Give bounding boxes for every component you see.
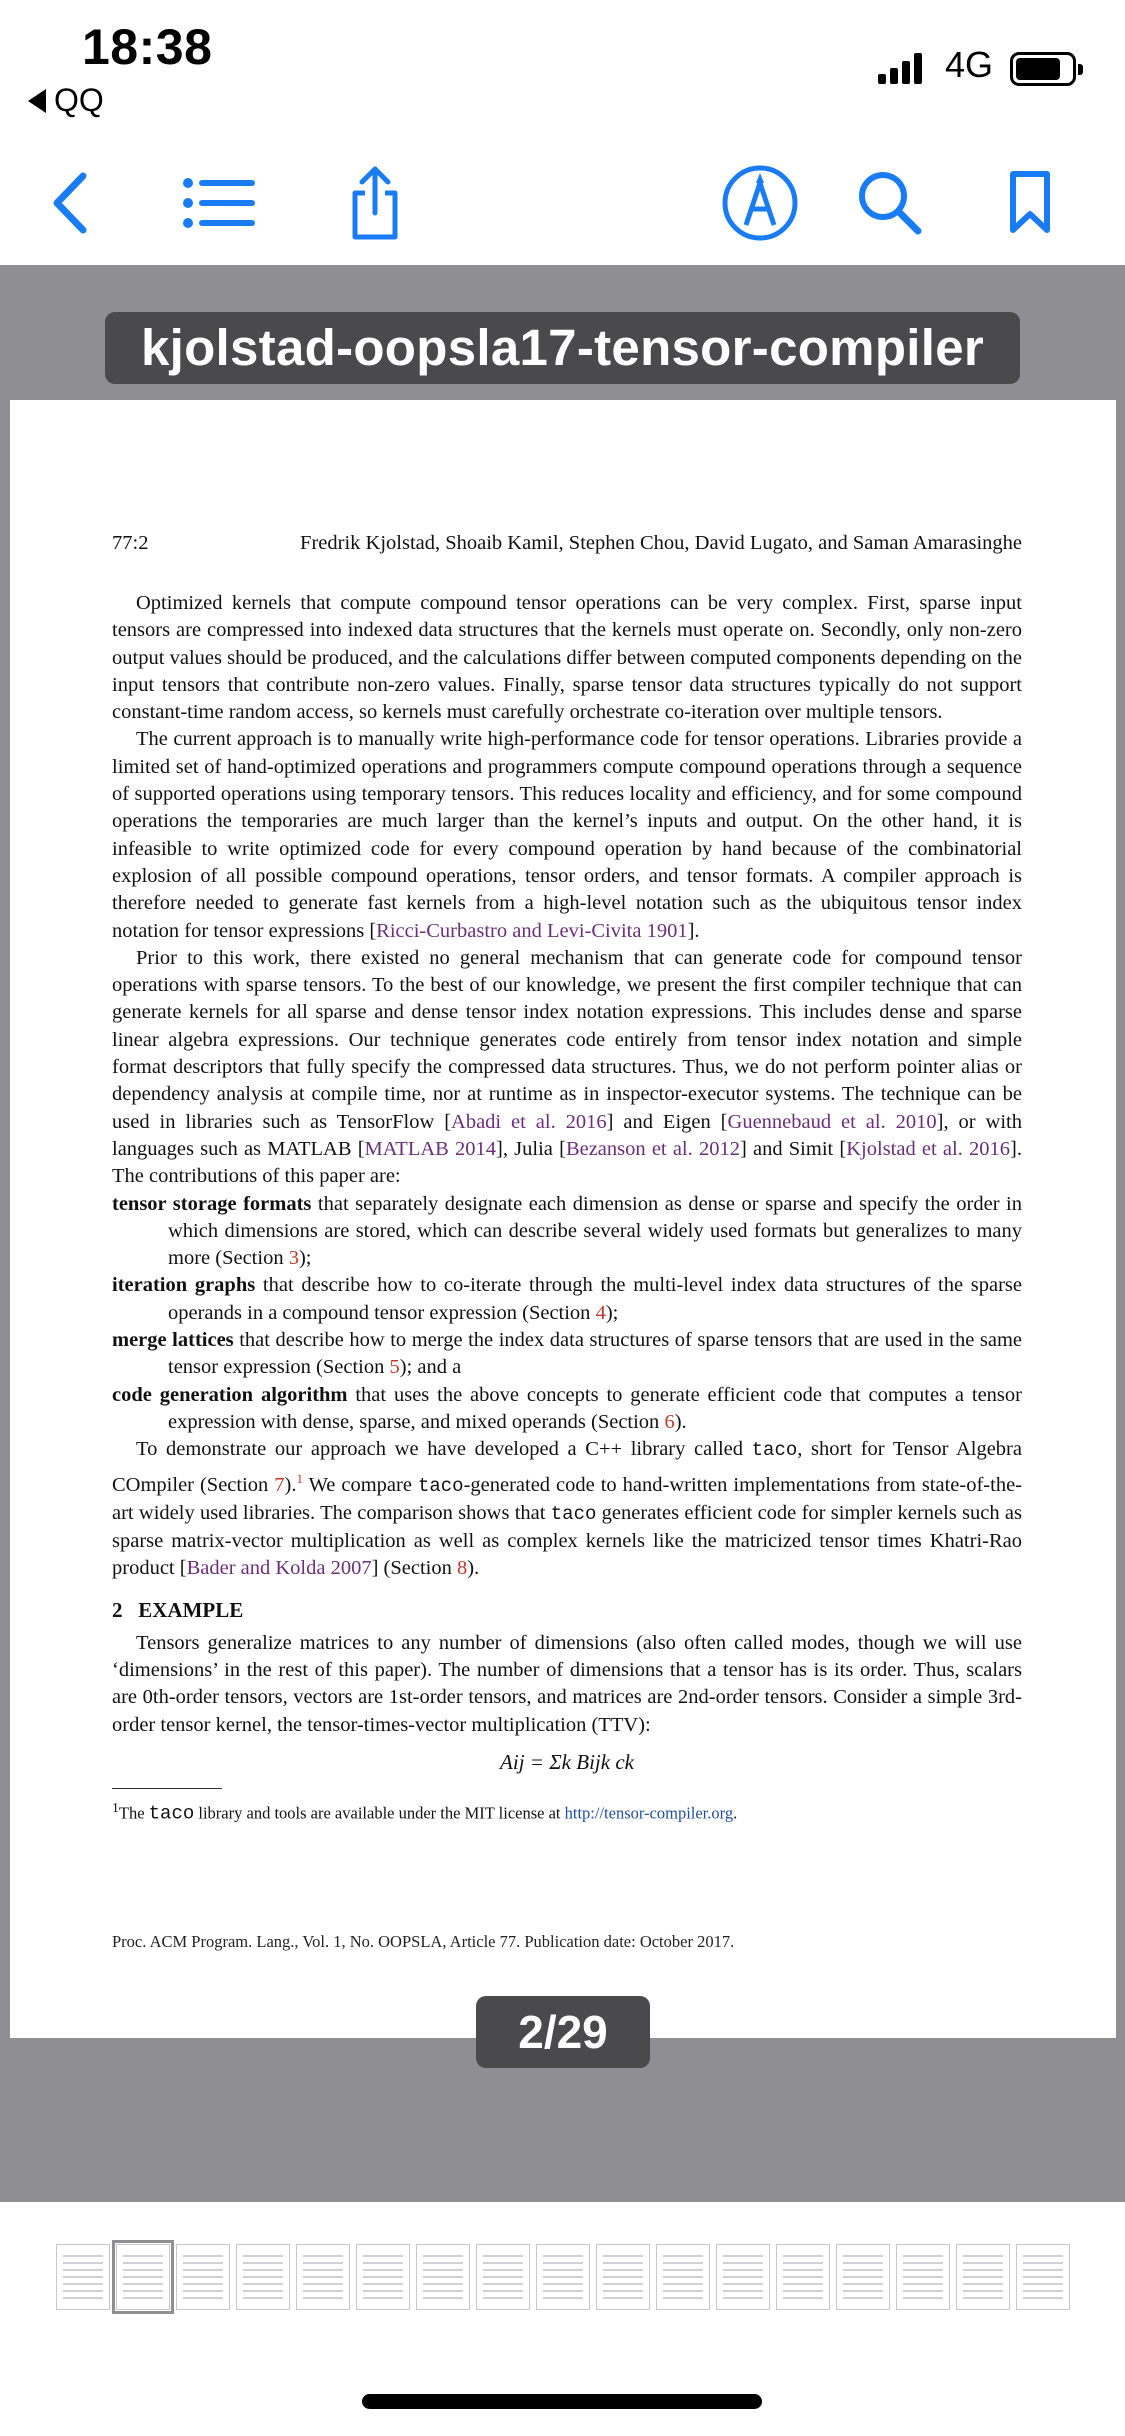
share-icon (345, 163, 405, 243)
contribution-item: code generation algorithm that uses the above concepts to generate efficient code that computes a tensor expression with dense, sparse, and mixed operands (Section 6). (112, 1383, 1022, 1433)
page-thumbnail[interactable] (476, 2244, 530, 2310)
contribution-item: merge lattices that describe how to merge the index data structures of sparse tensors that are used in the same tensor expression (Section 5); and a (112, 1329, 1023, 1379)
footnote-divider (112, 1788, 222, 1789)
paragraph-4: To demonstrate our approach we have developed a C++ library called taco, short for Tensor Algebra COmpiler (Section 7).$^1$ We compare taco-generated code to hand-written implementations from state-of-the-art widely used libraries. The comparison shows that taco generates efficient code for simpler kernels such as sparse matrix-vector multiplication as well as complex kernels like the matricized tensor times Khatri-Rao product [Bader and Kolda 2007] (Section 8). (112, 1438, 1023, 1580)
document-title: kjolstad-oopsla17-tensor-compiler (105, 312, 1020, 384)
citation-link[interactable]: Ricci-Curbastro and Levi-Civita 1901 (376, 919, 688, 942)
outline-button[interactable] (175, 140, 265, 265)
citation-link[interactable]: Guennebaud et al. 2010 (727, 1110, 937, 1133)
pdf-page[interactable] (10, 400, 1116, 2038)
page-thumbnail[interactable] (776, 2244, 830, 2310)
clock: 18:38 (82, 19, 213, 75)
page-thumbnail[interactable] (416, 2244, 470, 2310)
markup-icon (720, 163, 800, 243)
section-link[interactable]: 5 (389, 1356, 400, 1379)
page-thumbnail[interactable] (1016, 2244, 1070, 2310)
markup-button[interactable] (715, 140, 805, 265)
footnote: $^1$The taco library and tools are available under the MIT license at http://tensor-compiler.org. (112, 1800, 738, 1825)
citation-link[interactable]: Abadi et al. 2016 (451, 1110, 607, 1133)
contribution-item: tensor storage formats that separately designate each dimension as dense or sparse and specify the order in which dimensions are stored, which can describe several widely used formats but generalizes to many more (Section 3); (112, 1192, 1022, 1270)
page-thumbnail[interactable] (236, 2244, 290, 2310)
bookmark-button[interactable] (990, 140, 1070, 265)
authors: Fredrik Kjolstad, Shoaib Kamil, Stephen Chou, David Lugato, and Saman Amarasinghe (300, 532, 1022, 554)
section-link[interactable]: 7 (274, 1473, 285, 1496)
page-thumbnail[interactable] (656, 2244, 710, 2310)
citation-link[interactable]: Bader and Kolda 2007 (186, 1557, 372, 1580)
footnote-link[interactable]: http://tensor-compiler.org (564, 1803, 734, 1823)
share-button[interactable] (335, 140, 415, 265)
bookmark-icon (1005, 168, 1055, 238)
citation-link[interactable]: Kjolstad et al. 2016 (846, 1137, 1011, 1160)
page-label: 77:2 (112, 532, 149, 554)
page-thumbnail[interactable] (716, 2244, 770, 2310)
toolbar (0, 140, 1125, 265)
search-icon (855, 168, 925, 238)
citation-link[interactable]: Bezanson et al. 2012 (565, 1137, 740, 1160)
page-thumbnail[interactable] (116, 2244, 170, 2310)
page-thumbnail[interactable] (356, 2244, 410, 2310)
battery-icon (1010, 52, 1076, 86)
back-to-app-button[interactable] (28, 82, 104, 119)
back-chevron-icon (45, 168, 95, 238)
page-body (112, 590, 1022, 1825)
contribution-item: iteration graphs that describe how to co-iterate through the multi-level index data structures of the sparse operands in a compound tensor expression (Section 4); (112, 1274, 1022, 1324)
page-indicator: 2/29 (476, 1996, 650, 2068)
section-heading: 2 EXAMPLE (112, 1597, 244, 1622)
home-indicator[interactable] (362, 2394, 762, 2409)
section-link[interactable]: 8 (457, 1557, 468, 1580)
citation-link[interactable]: MATLAB 2014 (364, 1137, 497, 1160)
section-link[interactable]: 3 (288, 1247, 299, 1270)
running-head (112, 532, 1022, 555)
paragraph-3: Prior to this work, there existed no general mechanism that can generate code for compound tensor operations with sparse tensors. To the best of our knowledge, we present the first compiler technique that can generate kernels for all sparse and dense tensor index notation expressions. This includes dense and sparse linear algebra expressions. Our technique generates code entirely from tensor index notation and simple format descriptors that fully specify the compressed data structures. Thus, we do not perform pointer alias or dependency analysis at compile time, nor at runtime as in inspector-executor systems. The technique can be used in libraries such as TensorFlow [Abadi et al. 2016] and Eigen [Guennebaud et al. 2010], or with languages such as MATLAB [MATLAB 2014], Julia [Bezanson et al. 2012] and Simit [Kjolstad et al. 2016]. The contributions of this paper are: (112, 946, 1022, 1188)
back-button[interactable] (30, 140, 110, 265)
page-footer: Proc. ACM Program. Lang., Vol. 1, No. OOPSLA, Article 77. Publication date: October 2017. (112, 1932, 735, 1951)
document-viewer[interactable] (0, 265, 1125, 2202)
page-thumbnail[interactable] (176, 2244, 230, 2310)
paragraph-1: Optimized kernels that compute compound tensor operations can be very complex. First, sparse input tensors are compressed into indexed data structures that the kernels must operate on. Secondly, only non-zero output values should be produced, and the calculations differ between computed components depending on the input tensors that contribute non-zero values. Finally, sparse tensor data structures typically do not support constant-time random access, so kernels must carefully orchestrate co-iteration over multiple tensors. (112, 592, 1022, 724)
page-thumbnail[interactable] (836, 2244, 890, 2310)
footnote-marker[interactable]: 1 (296, 1470, 303, 1486)
status-bar (0, 0, 1125, 130)
section-link[interactable]: 4 (595, 1301, 606, 1324)
page-thumbnail[interactable] (596, 2244, 650, 2310)
paragraph-5: Tensors generalize matrices to any number of dimensions (also often called modes, though we will use ‘dimensions’ in the rest of this paper). The number of dimensions that a tensor has is its order. Thus, scalars are 0th-order tensors, vectors are 1st-order tensors, and matrices are 2nd-order tensors. Consider a simple 3rd-order tensor kernel, the tensor-times-vector multiplication (TTV): (112, 1631, 1022, 1736)
page-thumbnail[interactable] (956, 2244, 1010, 2310)
page-thumbnail[interactable] (536, 2244, 590, 2310)
network-type: 4G (945, 44, 994, 85)
page-thumbnail[interactable] (896, 2244, 950, 2310)
back-triangle-icon (28, 89, 46, 113)
search-button[interactable] (850, 140, 930, 265)
section-link[interactable]: 6 (664, 1410, 675, 1433)
page-thumbnail[interactable] (56, 2244, 110, 2310)
ttv-formula: Aij = Σk Bijk ck (500, 1750, 634, 1774)
list-icon (180, 173, 260, 233)
cellular-signal-icon (878, 50, 922, 84)
paragraph-2: The current approach is to manually write high-performance code for tensor operations. Libraries provide a limited set of hand-optimized operations and programmers compute compound operations through a sequence of supported operations using temporary tensors. This reduces locality and efficiency, and for some compound operations the temporaries are much larger than the kernel’s inputs and output. On the other hand, it is infeasible to write optimized code for every compound operation by hand because of the combinatorial explosion of all possible compound operations, tensor orders, and tensor formats. A compiler approach is therefore needed to generate fast kernels from a high-level notation such as the ubiquitous tensor index notation for tensor expressions [Ricci-Curbastro and Levi-Civita 1901]. (112, 728, 1022, 942)
thumbnail-list[interactable] (56, 2244, 1070, 2310)
back-app-label: QQ (54, 82, 104, 118)
page-thumbnail[interactable] (296, 2244, 350, 2310)
